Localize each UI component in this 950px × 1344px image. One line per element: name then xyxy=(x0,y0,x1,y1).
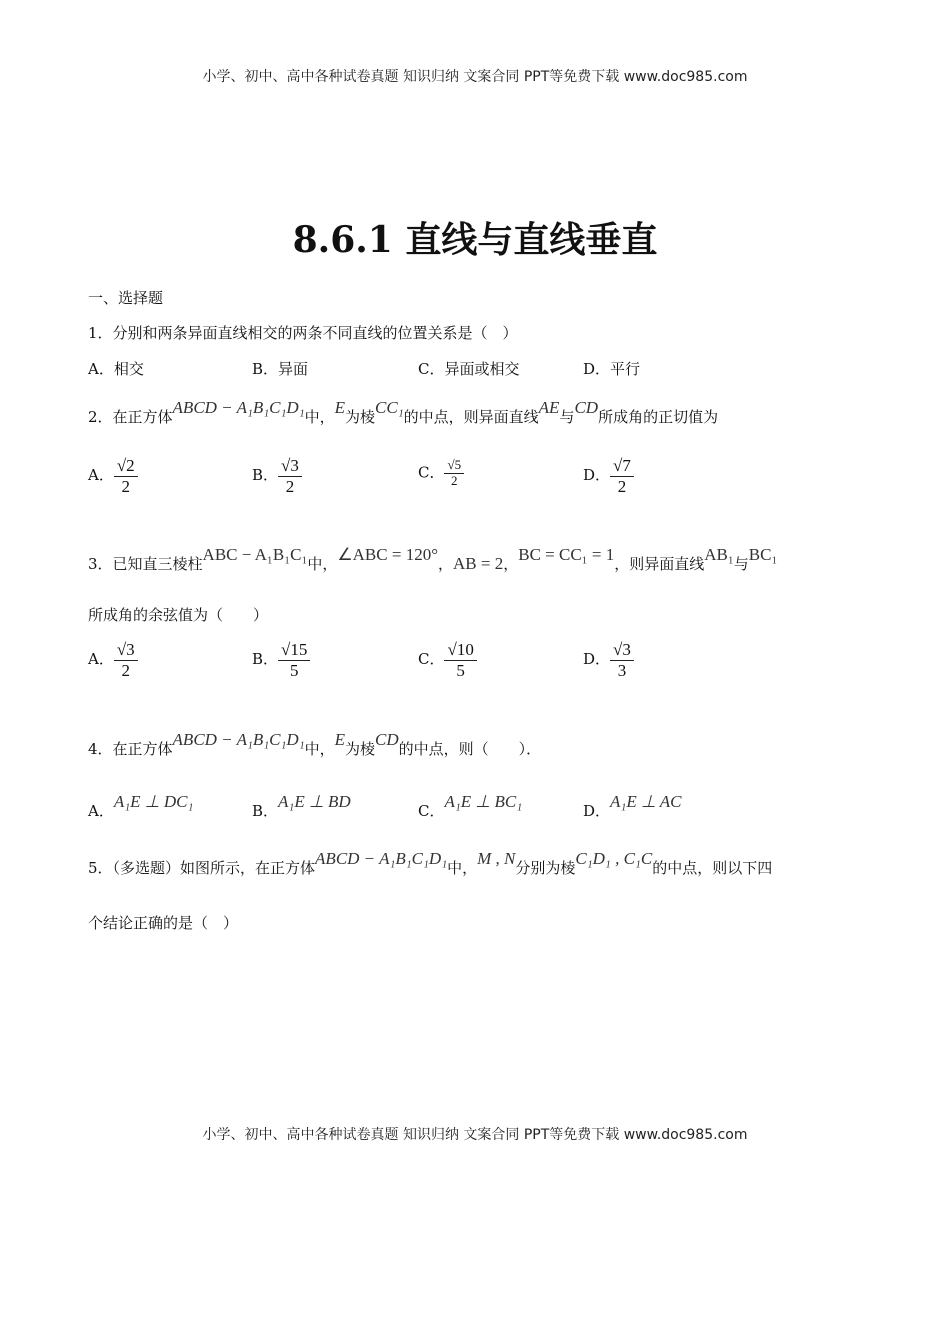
page-header: 小学、初中、高中各种试卷真题 知识归纳 文案合同 PPT等免费下载 www.doc985.com xyxy=(202,69,748,85)
q2-option-d: D． $\frac{√7}{2}$ xyxy=(583,456,634,496)
q4-option-d: D．A₁E ⊥ AC xyxy=(583,792,682,820)
q4-option-c: C．A₁E ⊥ BC₁ xyxy=(418,792,523,820)
q3-option-d: D． $\frac{√3}{3}$ xyxy=(583,640,634,680)
q1-option-d: D．平行 xyxy=(583,360,641,378)
page-footer: 小学、初中、高中各种试卷真题 知识归纳 文案合同 PPT等免费下载 www.doc985.com xyxy=(202,1127,748,1143)
question-3: 3．已知直三棱柱ABC − A₁B₁C₁中，∠ABC = 120°，AB = 2，BC = CC₁ = 1，则异面直线AB₁与BC₁ xyxy=(88,545,778,573)
q1-option-c: C．异面或相交 xyxy=(418,360,520,378)
q1-option-b: B．异面 xyxy=(252,360,309,378)
q3-option-a: A． $\frac{√3}{2}$ xyxy=(88,640,138,680)
q2-option-b: B． $\frac{√3}{2}$ xyxy=(252,456,302,496)
question-2: 2．在正方体ABCD − A₁B₁C₁D₁中，E为棱CC₁的中点，则异面直线AE与CD所成角的正切值为 xyxy=(88,398,719,426)
q2-option-c: C． $\frac{√5}{2}$ xyxy=(418,458,464,489)
page-title: 8.6.1 直线与直线垂直 xyxy=(292,219,658,261)
question-1: 1．分别和两条异面直线相交的两条不同直线的位置关系是（ ） xyxy=(88,324,518,342)
q1-option-a: A．相交 xyxy=(88,360,144,378)
q4-option-a: A．A₁E ⊥ DC₁ xyxy=(88,792,194,820)
section-heading: 一、选择题 xyxy=(88,289,164,307)
question-3-line-2: 所成角的余弦值为（ ） xyxy=(88,606,269,624)
q3-option-c: C． $\frac{√10}{5}$ xyxy=(418,640,477,680)
q3-option-b: B． $\frac{√15}{5}$ xyxy=(252,640,310,680)
question-5-line-2: 个结论正确的是（ ） xyxy=(88,914,239,932)
q2-cube: ABCD − A₁B₁C₁D₁ xyxy=(172,398,305,417)
question-5: 5．（多选题）如图所示，在正方体ABCD − A₁B₁C₁D₁中，M , N分别为棱C₁D₁ , C₁C的中点，则以下四 xyxy=(88,849,773,877)
question-4: 4．在正方体ABCD − A₁B₁C₁D₁中，E为棱CD的中点，则（ ）． xyxy=(88,730,542,758)
q2-option-a: A． $\frac{√2}{2}$ xyxy=(88,456,138,496)
q4-option-b: B．A₁E ⊥ BD xyxy=(252,792,351,820)
